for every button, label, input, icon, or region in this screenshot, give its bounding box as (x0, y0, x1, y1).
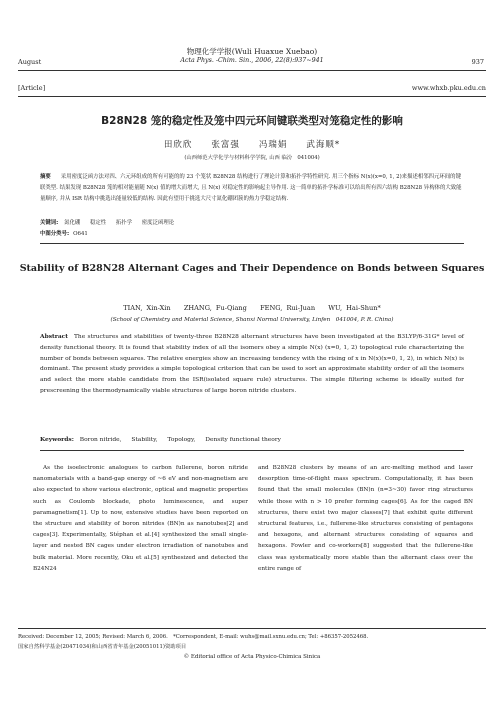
clc-value: O641 (73, 231, 88, 237)
journal-name-zh: 物理化学学报(Wuli Huaxue Xuebao) (186, 47, 318, 56)
clc-label: 中图分类号: (40, 231, 70, 237)
clc-number-zh (40, 229, 88, 237)
page-number: 937 (471, 58, 484, 66)
keyword-zh: 密度泛函理论 (141, 220, 175, 226)
sub-header-rule (18, 96, 486, 97)
header-month: August (18, 58, 42, 66)
body-column-right: and B28N28 clusters by means of an arc-melting method and laser desorption time-of-flight mass spectrum. Computationally, it has been found that the small molecules (BN)n (n=3~30) favor ring structures while those with n > 10 prefer forming cages[6]. As for the caged BN structures, there exist two major classes[7] that exhibit quite different structural features, i.e., fullerene-like structures consisting of pentagons and hexagons, and alternant structures consisting of squares and hexagons. Fowler and co-workers[8] suggested that the fullerene-like class was systematically more stable than the alternant class over the entire range of (258, 465, 473, 572)
journal-url: www.whxb.pku.edu.cn (411, 84, 486, 92)
en-section-rule (40, 450, 464, 451)
keyword-zh: 拓扑学 (115, 220, 133, 226)
abstract-en-label: Abstract (40, 333, 68, 340)
keyword-en: Stability, (131, 437, 158, 443)
abstract-zh (40, 172, 464, 205)
keywords-zh (40, 218, 182, 226)
abstract-en (40, 332, 464, 397)
keywords-en (40, 436, 289, 443)
article-tag: [Article] (18, 84, 46, 92)
header-rule (18, 70, 486, 71)
footnote-copyright: © Editorial office of Acta Physico-Chimica Sinica (183, 654, 321, 660)
footnote-received: Received: December 12, 2005; Revised: March 6, 2006. *Correspondent, E-mail: wuhs@mail.sxnu.edu.cn; Tel: +86357-2052468. (18, 634, 369, 640)
keywords-en-label: Keywords: (40, 436, 74, 443)
title-zh: B28N28 笼的稳定性及笼中四元环间键联类型对笼稳定性的影响 (101, 115, 403, 127)
keyword-en: Boron nitride, (79, 437, 122, 443)
title-en (0, 262, 504, 276)
keyword-zh: 氮化硼 (64, 220, 81, 226)
keyword-en: Topology, (167, 437, 196, 443)
journal-citation-en: Acta Phys. -Chim. Sin., 2006, 22(8):937~941 (180, 57, 324, 64)
keywords-zh-label: 关键词: (40, 220, 59, 226)
abstract-en-text: The structures and stabilities of twenty-three B28N28 alternant structures have been investigated at the B3LYP/6-31G* level of density functional theory. It is found that stability index of all the isomers obey a simple N(x) (x=0, 1, 2) topological rule characterizing the number of bonds between squares. The relative energies show an increasing tendency with the rising of x in N(x)(x=0, 1, 2), in which N(x) is dominant. The present study provides a simple topological criterion that can be used to sort an approximate stability order of all the isomers and select the more stable candidate from the ISR(isolated square rule) structures. The simple filtering scheme is ideally suited for prescreening the thermodynamically viable structures of large boron nitride clusters. (40, 334, 464, 394)
footnote-rule (18, 628, 486, 629)
footnote-funding: 国家自然科学基金(20471034)和山西省青年基金(20051011)资助项目 (18, 644, 187, 650)
title-en-text: Stability of B28N28 Alternant Cages and Their Dependence on Bonds between Squares (19, 263, 485, 274)
affiliation-zh: (山西师范大学化学与材料科学学院, 山西 临汾 041004) (184, 155, 320, 161)
keyword-zh: 稳定性 (89, 220, 107, 226)
zh-section-rule (40, 243, 464, 244)
affiliation-en: (School of Chemistry and Material Science, Shanxi Normal University, Linfen 041004, P. R. China) (110, 317, 394, 323)
abstract-zh-text: 采用密度泛函方法对四、六元环组成的所有可能的的 23 个笼状 B28N28 结构进行了理论计算和拓扑学特性研究. 用三个指标 N(x)(x=0, 1, 2)来描述相邻四元环间的键联类型. 结果发现 B28N28 笼的相对能量随 N(x) 值的增大而增大, 且 N(x) 对稳定性的影响起主导作用. 这一简单的拓扑学标准可以给出所有四六结构 B28N28 异构体的大致能量顺序, 并从 ISR 结构中挑选出能量较低的结构. 因此有望用于挑选大尺寸氮化硼团簇的热力学稳定结构. (40, 174, 462, 202)
authors-en: TIAN, Xin-Xin ZHANG, Fu-Qiang FENG, Rui-Juan WU, Hai-Shun* (123, 304, 381, 312)
authors-zh: 田欣欣 张富强 冯瑞娟 武海顺* (163, 140, 341, 150)
abstract-zh-label: 摘要 (40, 174, 51, 180)
keyword-en: Density functional theory (205, 437, 281, 443)
body-column-left: As the isoelectronic analogues to carbon fullerene, boron nitride nanomaterials with a band-gap energy of ~6 eV and non-magnetism are also expected to show various electronic, optical and magnetic properties such as Coulomb blockade, photo luminescence, and super paramagnetism[1]. Up to now, extensive studies have been reported on the structure and stability of boron nitrides (BN)n as nanotubes[2] and cages[3]. Experimentally, Stéphan et al.[4] synthesized the small single-layer and nested BN cages under electron irradiation of nanotubes and bulk material. More recently, Oku et al.[5] synthesized and detected the B24N24 (33, 465, 248, 572)
